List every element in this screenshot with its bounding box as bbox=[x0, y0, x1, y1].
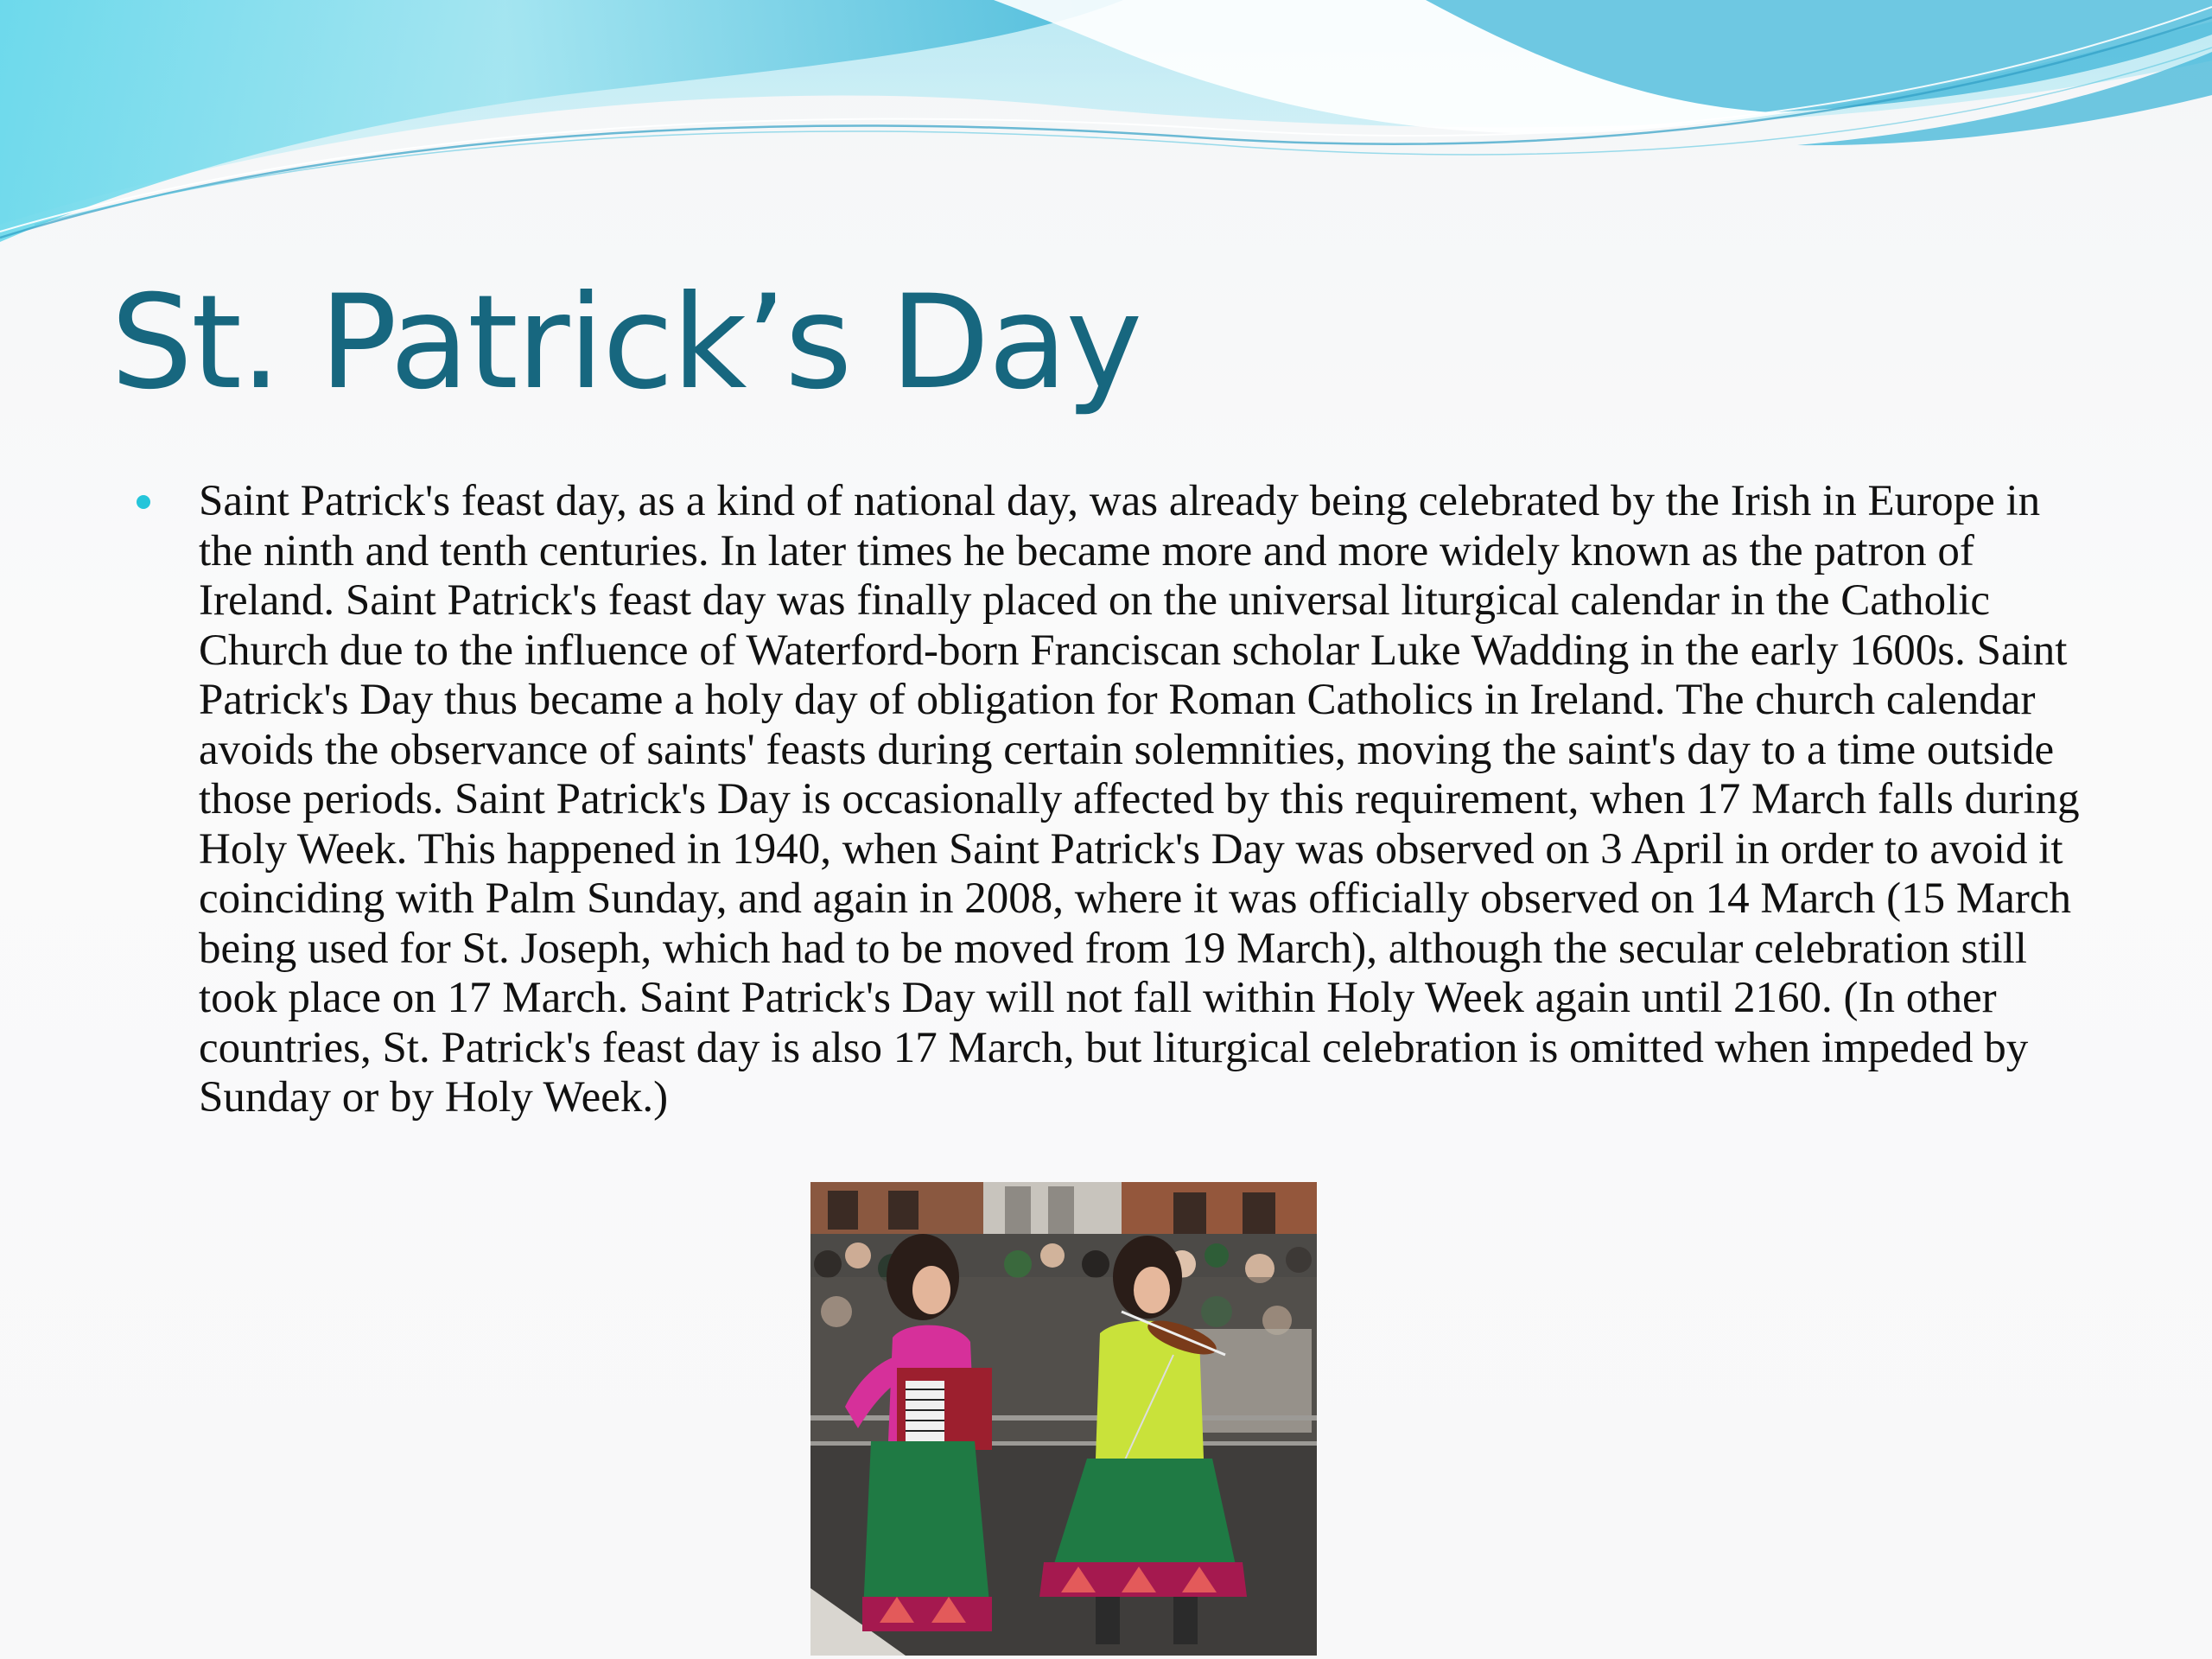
bullet-list bbox=[130, 477, 2082, 1123]
parade-performers-photo bbox=[810, 1182, 1317, 1656]
bullet-item bbox=[130, 477, 2082, 1123]
header-wave-decoration bbox=[0, 0, 2212, 259]
bullet-text: Saint Patrick's feast day, as a kind of national day, was already being celebrated by the Irish in Europe in the ninth and tenth centuries. In later times he became more and more widely known as the patron of Ireland. Saint Patrick's feast day was finally placed on the universal liturgical calendar in the Catholic Church due to the influence of Waterford-born Franciscan scholar Luke Wadding in the early 1600s. Saint Patrick's Day thus became a holy day of obligation for Roman Catholics in Ireland. The church calendar avoids the observance of saints' feasts during certain solemnities, moving the saint's day to a time outside those periods. Saint Patrick's Day is occasionally affected by this requirement, when 17 March falls during Holy Week. This happened in 1940, when Saint Patrick's Day was observed on 3 April in order to avoid it coinciding with Palm Sunday, and again in 2008, where it was officially observed on 14 March (15 March being used for St. Joseph, which had to be moved from 19 March), although the secular celebration still took place on 17 March. Saint Patrick's Day will not fall within Holy Week again until 2160. (In other countries, St. Patrick's feast day is also 17 March, but liturgical celebration is omitted when impeded by Sunday or by Holy Week.) bbox=[199, 477, 2080, 1122]
bullet-dot-icon bbox=[137, 495, 150, 509]
slide-title: St. Patrick’s Day bbox=[111, 268, 1141, 418]
